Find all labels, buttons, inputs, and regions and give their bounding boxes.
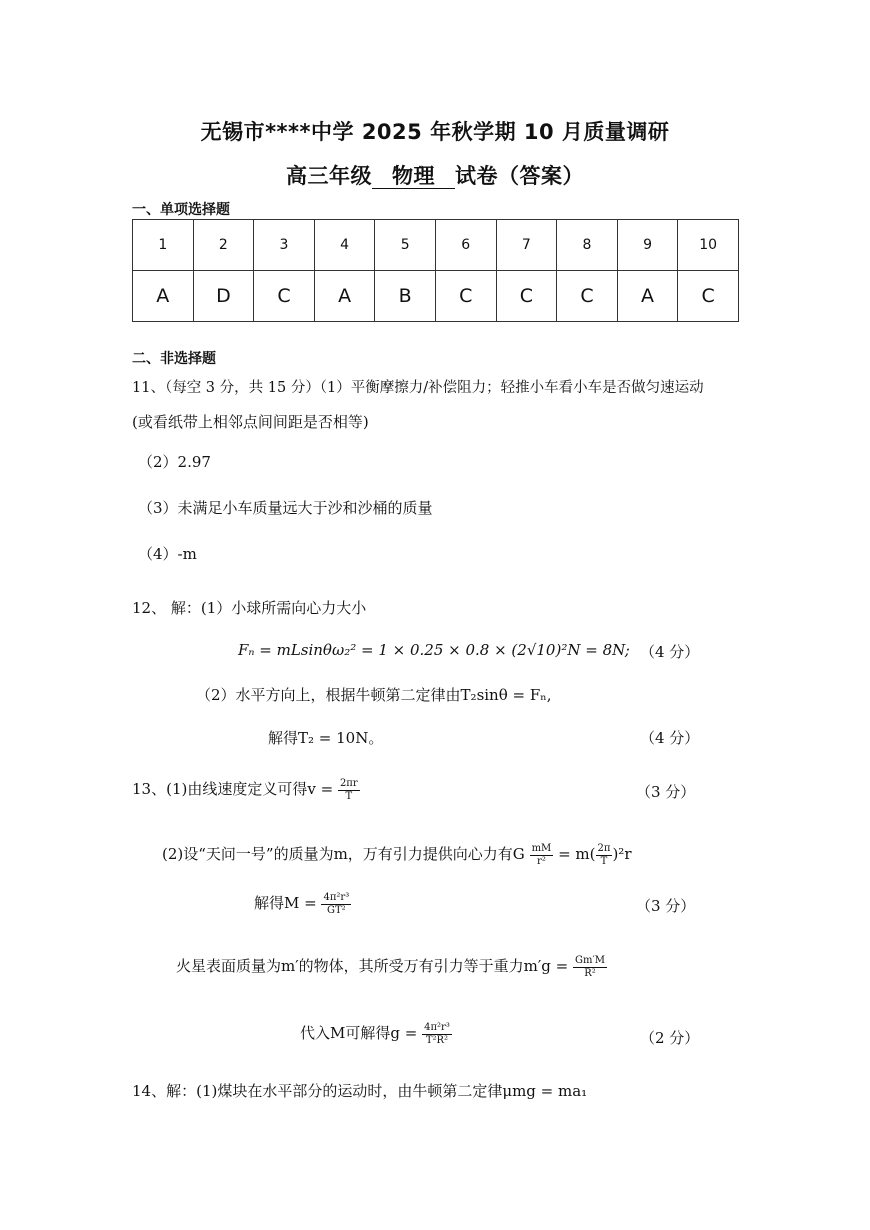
fraction-denominator: r²	[537, 855, 546, 867]
answer-cell: C	[678, 271, 739, 322]
answer-cell: C	[435, 271, 496, 322]
fraction-numerator: Gm′M	[574, 955, 605, 966]
fraction-denominator: T	[345, 790, 353, 802]
q13-line4	[176, 955, 607, 979]
question-number: 5	[375, 220, 436, 271]
answer-cell: A	[133, 271, 194, 322]
q13-line2	[162, 843, 632, 867]
answer-cell: C	[557, 271, 618, 322]
question-number: 9	[617, 220, 678, 271]
question-number: 8	[557, 220, 618, 271]
q13-line1	[132, 778, 360, 802]
q11-line1: 11、（每空 3 分，共 15 分）（1）平衡摩擦力/补偿阻力；轻推小车看小车是否做匀速运动	[132, 380, 704, 396]
q13-line5	[300, 1022, 452, 1046]
fraction-numerator: 4π²r³	[323, 892, 350, 903]
q13-line2-fraction-2	[596, 843, 613, 867]
q11-part2: （2）2.97	[138, 453, 211, 471]
question-number: 4	[314, 220, 375, 271]
page-subtitle	[0, 160, 870, 190]
q13-line2-mid: = m(	[558, 845, 596, 863]
answer-table-answer-row	[133, 271, 739, 322]
q13-line2-text: (2)设“天问一号”的质量为m，万有引力提供向心力有G	[162, 845, 525, 863]
q13-line5-text: 代入M可解得g =	[300, 1024, 418, 1042]
answer-cell: A	[314, 271, 375, 322]
q13-line1-text: 13、(1)由线速度定义可得v =	[132, 780, 334, 798]
q13-line1-fraction	[338, 778, 360, 802]
q13-line4-fraction	[573, 955, 607, 979]
q11-part3: （3）未满足小车质量远大于沙和沙桶的质量	[138, 499, 433, 517]
answer-cell: C	[254, 271, 315, 322]
q13-line5-fraction	[422, 1022, 452, 1046]
fraction-numerator: 2πr	[339, 778, 358, 789]
q12-equation-1: Fₙ = mLsinθω₂² = 1 × 0.25 × 0.8 × (2√10)²N = 8N;	[238, 641, 630, 659]
question-number: 3	[254, 220, 315, 271]
q13-line3-fraction	[321, 892, 351, 916]
q13-score-2: （3 分）	[636, 897, 696, 915]
q13-line3	[254, 892, 351, 916]
q11-part4: （4）-m	[138, 545, 197, 563]
q12-score-1: （4 分）	[640, 643, 700, 661]
answer-cell: B	[375, 271, 436, 322]
fraction-denominator: R²	[584, 967, 596, 979]
subtitle-subject: 物理	[372, 165, 455, 189]
fraction-denominator: GT²	[327, 904, 346, 916]
fraction-numerator: 2π	[597, 843, 611, 854]
answer-cell: D	[193, 271, 254, 322]
question-number: 7	[496, 220, 557, 271]
q13-line3-text: 解得M =	[254, 894, 317, 912]
fraction-denominator: T	[600, 855, 608, 867]
q14-line1: 14、解：(1)煤块在水平部分的运动时，由牛顿第二定律μmg = ma₁	[132, 1082, 588, 1100]
question-number: 10	[678, 220, 739, 271]
q12-score-2: （4 分）	[640, 729, 700, 747]
subtitle-grade: 高三年级	[286, 164, 372, 188]
q13-line2-fraction-1	[530, 843, 554, 867]
answer-table	[132, 219, 739, 322]
answer-cell: A	[617, 271, 678, 322]
page-title: 无锡市****中学 2025 年秋学期 10 月质量调研	[200, 120, 670, 144]
answer-table-number-row	[133, 220, 739, 271]
fraction-numerator: mM	[531, 843, 552, 854]
q12-part2: （2）水平方向上，根据牛顿第二定律由T₂sinθ = Fₙ,	[196, 686, 552, 704]
section1-heading: 一、单项选择题	[132, 202, 230, 218]
subtitle-suffix: 试卷（答案）	[455, 164, 584, 188]
q13-line4-text: 火星表面质量为m′的物体，其所受万有引力等于重力m′g =	[176, 957, 569, 975]
question-number: 1	[133, 220, 194, 271]
q12-solution: 解得T₂ = 10N。	[268, 729, 384, 747]
q13-line2-suffix: )²r	[612, 845, 632, 863]
fraction-numerator: 4π²r³	[424, 1022, 450, 1033]
fraction-denominator: T²R²	[425, 1034, 449, 1046]
q13-score-1: （3 分）	[636, 783, 696, 801]
q13-score-3: （2 分）	[640, 1029, 700, 1047]
section2-heading: 二、非选择题	[132, 351, 216, 367]
question-number: 2	[193, 220, 254, 271]
q11-line2: (或看纸带上相邻点间间距是否相等)	[132, 413, 369, 431]
question-number: 6	[435, 220, 496, 271]
q12-intro: 12、 解：(1）小球所需向心力大小	[132, 599, 367, 617]
answer-cell: C	[496, 271, 557, 322]
